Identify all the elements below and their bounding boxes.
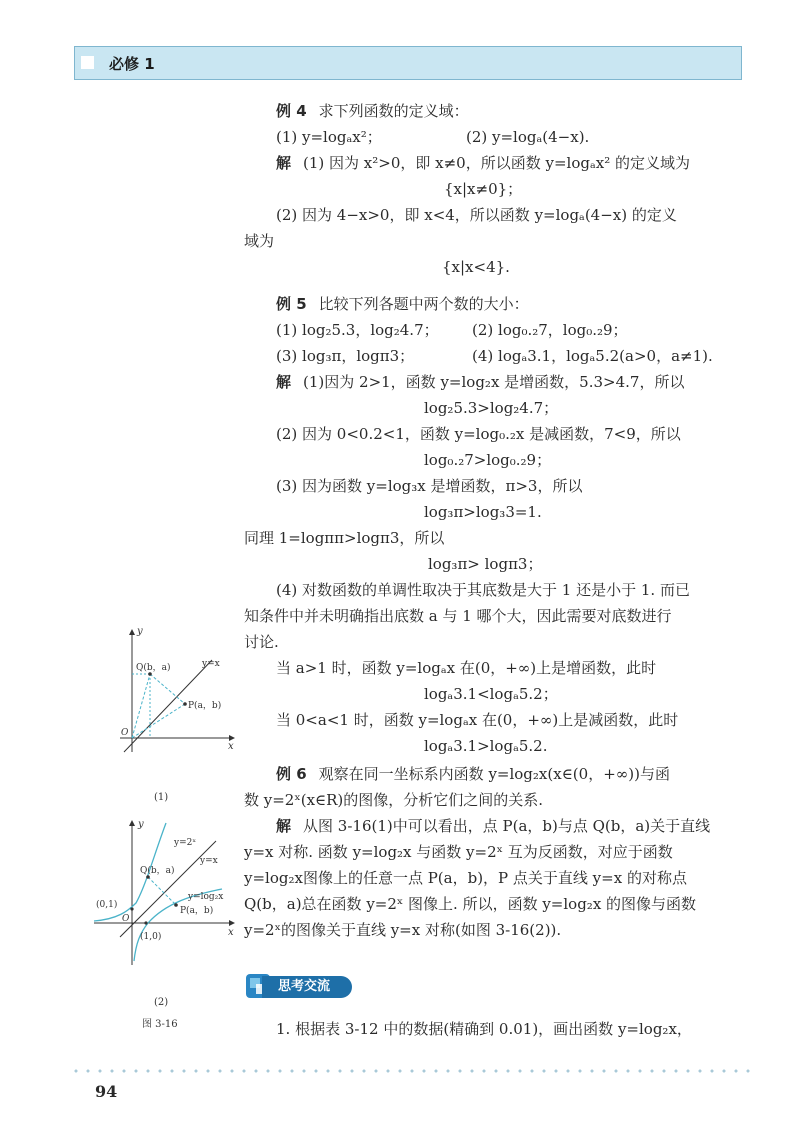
text-line-ex5-sol4-c xyxy=(244,632,279,652)
text-line-ex4-title xyxy=(276,101,469,121)
text-line-ex6-b xyxy=(244,790,543,810)
line-text: {x|x≠0}； xyxy=(444,180,523,198)
line-text: y=log₂x图像上的任意一点 P(a，b)，P 点关于直线 y=x 的对称点 xyxy=(244,869,687,887)
line-text: {x|x<4}. xyxy=(442,258,510,276)
text-line-ex4-sol2-b xyxy=(244,231,274,251)
figure-3-16-2 xyxy=(88,815,248,1037)
line-text: 比较下列各题中两个数的大小： xyxy=(318,295,529,313)
line-text: 同理 1=logππ>logπ3，所以 xyxy=(244,529,445,547)
section-label: 解 xyxy=(276,817,292,835)
text-line-ex4-sol2-set xyxy=(442,257,510,277)
line-text: log₀.₂7>log₀.₂9； xyxy=(424,451,552,469)
line-text: 当 0<a<1 时，函数 y=logₐx 在(0，+∞)上是减函数，此时 xyxy=(276,711,679,729)
dash-o-q xyxy=(132,674,150,738)
line-text: (1)因为 2>1，函数 y=log₂x 是增函数，5.3>4.7，所以 xyxy=(303,373,685,391)
text-line-ex6-sol-c xyxy=(244,868,687,888)
line-text: (3) log₃π，logπ3； xyxy=(276,347,415,365)
line-text: (2) 因为 4−x>0，即 x<4，所以函数 y=logₐ(4−x) 的定义 xyxy=(276,206,677,224)
text-line-ex5-sol3-r xyxy=(424,502,542,522)
line-text: log₃π> logπ3； xyxy=(428,555,543,573)
text-line-ex4-sol2 xyxy=(276,205,677,225)
section-label: 解 xyxy=(276,154,292,172)
point-0-1 xyxy=(130,907,133,910)
y-axis-label: y xyxy=(137,626,143,637)
footer-dotted-rule xyxy=(70,1069,750,1073)
line-text: y=2ˣ的图像关于直线 y=x 对称(如图 3-16(2)). xyxy=(244,921,562,939)
text-line-ex5-q2 xyxy=(472,320,628,340)
header-bar xyxy=(74,46,742,80)
text-line-ex5-sol1 xyxy=(276,372,684,392)
dash-q-p xyxy=(150,674,185,704)
line-text: 域为 xyxy=(244,232,275,250)
text-line-ex6-sol-e xyxy=(244,920,561,940)
figure-caption: 图 3-16 xyxy=(142,1019,178,1030)
line-text: 知条件中并未明确指出底数 a 与 1 哪个大，因此需要对底数进行 xyxy=(244,607,672,625)
text-line-ex5-sol4-d xyxy=(276,658,656,678)
text-line-ex5-sol3-r2 xyxy=(428,554,542,574)
fig1-caption: (1) xyxy=(154,792,169,802)
text-line-ex5-sol4-e xyxy=(424,684,558,704)
q-label: Q(b，a) xyxy=(140,866,175,876)
text-line-ex5-q4 xyxy=(472,346,713,366)
text-line-ex4-sol1 xyxy=(276,153,690,173)
line-text: (1) 因为 x²>0，即 x≠0，所以函数 y=logₐx² 的定义域为 xyxy=(303,154,690,172)
text-line-ex6-sol-b xyxy=(244,842,673,862)
line-text: 数 y=2ˣ(x∈R)的图像，分析它们之间的关系. xyxy=(244,791,544,809)
line-text: log₃π>log₃3=1. xyxy=(424,503,542,521)
text-line-ex6-sol-d xyxy=(244,894,696,914)
text-line-ex5-sol2-r xyxy=(424,450,551,470)
point-1-0 xyxy=(144,921,147,924)
line-label: y=x xyxy=(202,659,220,669)
page-number: 94 xyxy=(95,1082,118,1101)
section-label: 例 5 xyxy=(276,295,307,313)
header-marker xyxy=(81,56,94,69)
line-text: Q(b，a)总在函数 y=2ˣ 图像上. 所以，函数 y=log₂x 的图像与函数 xyxy=(244,895,697,913)
line-text: (3) 因为函数 y=log₃x 是增函数，π>3，所以 xyxy=(276,477,583,495)
line-text: (2) log₀.₂7，log₀.₂9； xyxy=(472,321,628,339)
text-line-ex5-sol1-r xyxy=(424,398,558,418)
section-label: 例 6 xyxy=(276,765,307,783)
section-label: 例 4 xyxy=(276,102,307,120)
line-text: (1) log₂5.3，log₂4.7； xyxy=(276,321,439,339)
think-discuss-banner: 思考交流 xyxy=(262,976,352,998)
origin-label: O xyxy=(122,914,130,924)
line-text: (2) y=logₐ(4−x). xyxy=(466,128,590,146)
line-text: 当 a>1 时，函数 y=logₐx 在(0，+∞)上是增函数，此时 xyxy=(276,659,657,677)
origin-label: O xyxy=(121,728,129,738)
line-text: 1. 根据表 3-12 中的数据(精确到 0.01)，画出函数 y=log₂x， xyxy=(276,1020,692,1038)
line-text: logₐ3.1<logₐ5.2； xyxy=(424,685,558,703)
y-axis-label: y xyxy=(138,819,144,830)
text-line-ex4-q2 xyxy=(466,127,589,147)
exp-label: y=2ˣ xyxy=(174,838,197,848)
line-text: (4) 对数函数的单调性取决于其底数是大于 1 还是小于 1. 而已 xyxy=(276,581,690,599)
fig2-caption: (2) xyxy=(154,997,169,1008)
log-label: y=log₂x xyxy=(188,892,224,902)
dash-o-p xyxy=(132,704,185,738)
point-0-1-label: (0,1) xyxy=(96,900,118,910)
text-line-think-1 xyxy=(276,1019,692,1039)
book-title: 必修 1 xyxy=(109,55,155,73)
dash-q-p xyxy=(148,877,176,905)
line-text: y=x 对称. 函数 y=log₂x 与函数 y=2ˣ 互为反函数，对应于函数 xyxy=(244,843,673,861)
line-text: log₂5.3>log₂4.7； xyxy=(424,399,559,417)
text-line-ex5-sol4-f xyxy=(276,710,678,730)
figure-3-16-1 xyxy=(110,622,245,802)
text-line-ex5-q1 xyxy=(276,320,439,340)
point-p xyxy=(174,903,178,907)
section-label: 解 xyxy=(276,373,292,391)
line-label: y=x xyxy=(200,856,218,866)
line-text: 求下列函数的定义域： xyxy=(318,102,469,120)
p-label: P(a，b) xyxy=(180,906,214,916)
text-line-ex5-sol3-b xyxy=(244,528,444,548)
line-text: (4) logₐ3.1，logₐ5.2(a>0，a≠1). xyxy=(472,347,713,365)
text-line-ex6-sol xyxy=(276,816,710,836)
text-line-ex5-q3 xyxy=(276,346,414,366)
line-text: (2) 因为 0<0.2<1，函数 y=log₀.₂x 是减函数，7<9，所以 xyxy=(276,425,681,443)
text-line-ex6-title xyxy=(276,764,670,784)
line-text: 从图 3-16(1)中可以看出，点 P(a，b)与点 Q(b，a)关于直线 xyxy=(303,817,711,835)
text-line-ex5-sol4 xyxy=(276,580,690,600)
q-label: Q(b，a) xyxy=(136,663,171,673)
x-axis-label: x xyxy=(228,927,234,938)
x-axis-label: x xyxy=(228,741,234,752)
text-line-ex5-sol4-g xyxy=(424,736,547,756)
line-text: 讨论. xyxy=(244,633,279,651)
line-text: logₐ3.1>logₐ5.2. xyxy=(424,737,548,755)
point-p xyxy=(183,702,187,706)
line-text: 观察在同一坐标系内函数 y=log₂x(x∈(0，+∞))与函 xyxy=(318,765,670,783)
text-line-ex4-sol1-set xyxy=(444,179,522,199)
text-line-ex5-sol4-b xyxy=(244,606,672,626)
line-text: (1) y=logₐx²； xyxy=(276,128,382,146)
text-line-ex5-sol3 xyxy=(276,476,582,496)
text-line-ex5-title xyxy=(276,294,529,314)
p-label: P(a，b) xyxy=(188,701,222,711)
point-1-0-label: (1,0) xyxy=(140,932,162,942)
text-line-ex5-sol2 xyxy=(276,424,681,444)
text-line-ex4-q1 xyxy=(276,127,382,147)
